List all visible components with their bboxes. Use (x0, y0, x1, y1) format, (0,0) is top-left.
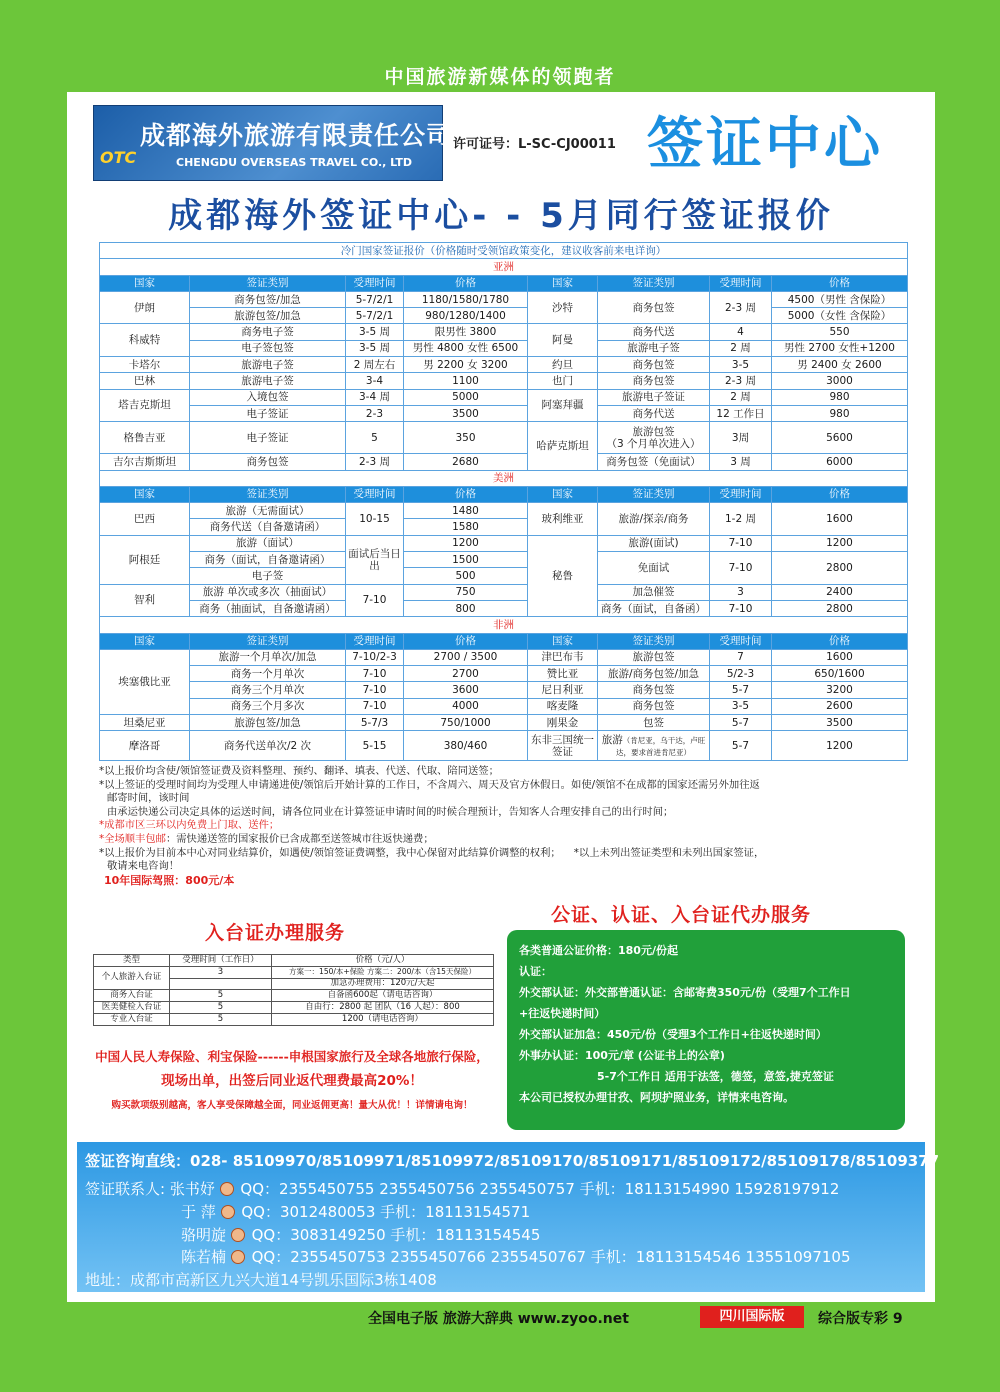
table-cell: 商务三个月单次 (190, 682, 346, 698)
table-cell: 1200 (772, 535, 908, 551)
country-cell: 伊朗 (100, 291, 190, 324)
table-cell: 限男性 3800 (404, 324, 528, 340)
header-cell: 价格 (404, 275, 528, 291)
header-cell: 受理时间 (346, 275, 404, 291)
table-cell: 男性 4800 女性 6500 (404, 340, 528, 356)
country-cell: 赞比亚 (528, 666, 598, 682)
header (67, 92, 935, 192)
insurance-promo (87, 1047, 497, 1111)
table-cell: 5/2-3 (710, 666, 772, 682)
header-cell: 签证类别 (190, 633, 346, 649)
table-cell: 3周 (710, 422, 772, 454)
notes (99, 765, 907, 887)
header-cell: 受理时间 (710, 633, 772, 649)
table-cell: 3200 (772, 682, 908, 698)
table-cell (598, 731, 710, 761)
country-cell: 摩洛哥 (100, 731, 190, 761)
header-cell: 国家 (528, 633, 598, 649)
note-line: *成都市区三环以内免费上门取、送件； (99, 819, 280, 832)
notary-box (507, 930, 905, 1130)
header-cell: 签证类别 (598, 275, 710, 291)
table-cell: 7-10/2-3 (346, 649, 404, 665)
license-number: 许可证号：L-SC-CJ00011 (453, 137, 616, 152)
header-cell: 受理时间 (710, 275, 772, 291)
table-cell: 旅游（无需面试） (190, 503, 346, 519)
table-cell: 2700 / 3500 (404, 649, 528, 665)
table-cell: 旅游/探亲/商务 (598, 503, 710, 536)
logo-mark: OTC (100, 148, 137, 167)
country-cell: 喀麦隆 (528, 698, 598, 714)
table-cell: 旅游电子签 (598, 340, 710, 356)
table-cell: 3 (170, 966, 272, 978)
table-cell (170, 978, 272, 990)
country-cell: 也门 (528, 373, 598, 389)
footer-text: 全国电子版 旅游大辞典 www.zyoo.net (368, 1311, 629, 1327)
country-cell: 吉尔吉斯斯坦 (100, 454, 190, 470)
table-cell: 7-10 (346, 698, 404, 714)
table-row (100, 454, 908, 470)
header-cell: 受理时间 (346, 486, 404, 502)
notary-line: 外事办认证：100元/章 (公证书上的公章) (519, 1049, 725, 1062)
table-cell: 7-10 (710, 535, 772, 551)
table-cell: 商务包签 (598, 357, 710, 373)
table-cell: 650/1600 (772, 666, 908, 682)
table-cell: 商务包签 (598, 698, 710, 714)
insurance-line: 现场出单，出签后同业返代理费最高20%！ (161, 1073, 423, 1089)
header-cell: 国家 (528, 275, 598, 291)
table-cell: 7-10 (346, 666, 404, 682)
table-cell: 10-15 (346, 503, 404, 536)
table-cell: 2600 (772, 698, 908, 714)
table-cell: 旅游一个月单次/加急 (190, 649, 346, 665)
header-cell: 国家 (100, 486, 190, 502)
table-cell: 1-2 周 (710, 503, 772, 536)
table-row (94, 1002, 494, 1014)
table-cell: 380/460 (404, 731, 528, 761)
country-cell: 巴林 (100, 373, 190, 389)
company-name-en: CHENGDU OVERSEAS TRAVEL CO., LTD (176, 156, 412, 169)
country-cell: 尼日利亚 (528, 682, 598, 698)
table-cell: 3500 (404, 405, 528, 421)
table-cell: 商务（面试，自备函） (598, 600, 710, 616)
table-row (100, 308, 908, 324)
country-cell: 哈萨克斯坦 (528, 422, 598, 470)
table-cell: 3-5 (710, 357, 772, 373)
table-cell: 入境包签 (190, 389, 346, 405)
table-cell: 1200 (404, 535, 528, 551)
table-row (94, 1013, 494, 1025)
contact-row (181, 1201, 530, 1222)
header-cell: 签证类别 (598, 486, 710, 502)
country-cell: 秘鲁 (528, 535, 598, 616)
table-cell: 5000（女性 含保险） (772, 308, 908, 324)
table-cell: 3 (710, 584, 772, 600)
table-cell: 旅游(面试) (598, 535, 710, 551)
table-cell: 5-7/2/1 (346, 291, 404, 307)
table-cell: 旅游（面试） (190, 535, 346, 551)
table-row (100, 584, 908, 600)
header-cell: 受理时间（工作日） (170, 955, 272, 967)
table-cell: 3 周 (710, 454, 772, 470)
table-cell: 男 2200 女 3200 (404, 357, 528, 373)
table-cell: 5 (170, 1002, 272, 1014)
visa-center-title: 签证中心 (647, 112, 883, 177)
table-cell: 2-3 (346, 405, 404, 421)
contact-name: 陈若楠 (181, 1248, 227, 1266)
table-row (100, 389, 908, 405)
note-line (99, 833, 907, 847)
country-cell: 塔吉克斯坦 (100, 389, 190, 422)
country-cell: 津巴布韦 (528, 649, 598, 665)
insurance-line: 购买款项级别越高，客人享受保障越全面，同业返佣更高！量大从优！！详情请电询！ (111, 1100, 473, 1111)
type-note: （肯尼亚，乌干达，卢旺达，要求首进肯尼亚） (616, 735, 706, 757)
table-cell: 2800 (772, 552, 908, 585)
page-title: 成都海外签证中心- - 5月同行签证报价 (168, 196, 834, 236)
address: 地址：成都市高新区九兴大道14号凯乐国际3栋1408 (85, 1271, 437, 1289)
table-cell: 1200（请电话咨询） (272, 1013, 494, 1025)
table-cell: 旅游/商务包签/加急 (598, 666, 710, 682)
table-cell: 1100 (404, 373, 528, 389)
avatar-icon (221, 1205, 235, 1219)
country-cell: 阿根廷 (100, 535, 190, 584)
table-cell: 加急办理费用：120元/天起 (272, 978, 494, 990)
avatar-icon (231, 1250, 245, 1264)
note-text: *以上未列出签证类型和未列出国家签证， (573, 846, 765, 859)
country-cell: 阿塞拜疆 (528, 389, 598, 422)
note-highlight: *全场顺丰包邮 (99, 832, 166, 845)
contact-row (181, 1246, 851, 1267)
country-cell: 沙特 (528, 291, 598, 324)
type-text: 旅游 (601, 733, 623, 746)
table-cell: 包签 (598, 715, 710, 731)
table-cell: 2800 (772, 600, 908, 616)
table-cell: 加急催签 (598, 584, 710, 600)
table-cell: 4 (710, 324, 772, 340)
table-row (100, 649, 908, 665)
contact-name: 张书妤 (169, 1180, 215, 1198)
country-cell: 格鲁吉亚 (100, 422, 190, 454)
contact-name: 骆明旋 (181, 1226, 227, 1244)
table-cell: 1580 (404, 519, 528, 535)
note-line: *以上签证的受理时间均为受理人申请递进使/领馆后开始计算的工作日，不含周六、周天及官方休假日。如使/领馆不在成都的国家还需另外加往返 (99, 778, 760, 791)
table-cell: 自备函600起（请电话咨询） (272, 990, 494, 1002)
table-cell: 5000 (404, 389, 528, 405)
table-row (100, 731, 908, 761)
header-cell: 国家 (528, 486, 598, 502)
table-cell: 电子签 (190, 568, 346, 584)
header-cell: 国家 (100, 633, 190, 649)
table-cell: 旅游包签 (598, 649, 710, 665)
notary-line: 本公司已授权办理甘孜、阿坝护照业务，详情来电咨询。 (519, 1091, 794, 1104)
table-cell: 商务包签 (598, 682, 710, 698)
table-cell: 550 (772, 324, 908, 340)
company-logo (93, 105, 453, 181)
table-cell: 2400 (772, 584, 908, 600)
table-cell: 980 (772, 389, 908, 405)
table-cell: 旅游包签/加急 (190, 715, 346, 731)
notary-line: 各类普通公证价格：180元/份起 (519, 944, 678, 957)
table-cell: 7 (710, 649, 772, 665)
table-cell: 商务一个月单次 (190, 666, 346, 682)
table-cell: 4500（男性 含保险） (772, 291, 908, 307)
note-line: 敬请来电咨询！ (107, 860, 180, 873)
country-cell: 刚果金 (528, 715, 598, 731)
header-cell: 类型 (94, 955, 170, 967)
table-cell: 5-7/3 (346, 715, 404, 731)
table-cell: 5-7 (710, 715, 772, 731)
table-cell: 旅游电子签 (190, 357, 346, 373)
table-cell: 1600 (772, 503, 908, 536)
avatar-icon (220, 1182, 234, 1196)
table-row (100, 373, 908, 389)
table-cell: 商务代送单次/2 次 (190, 731, 346, 761)
table-row (100, 405, 908, 421)
table-cell: 商务代送（自备邀请函） (190, 519, 346, 535)
country-cell: 阿曼 (528, 324, 598, 357)
table-row (100, 715, 908, 731)
header-cell: 受理时间 (346, 633, 404, 649)
contact-row (85, 1178, 839, 1199)
table-cell: 5-7/2/1 (346, 308, 404, 324)
top-slogan: 中国旅游新媒体的领跑者 (384, 66, 616, 88)
header-cell: 签证类别 (190, 486, 346, 502)
table-row (100, 600, 908, 616)
header-cell: 签证类别 (190, 275, 346, 291)
note-line (99, 847, 907, 861)
table-row (100, 666, 908, 682)
table-cell: 免面试 (598, 552, 710, 585)
table-cell: 3-5 (710, 698, 772, 714)
table-cell: 5-7 (710, 731, 772, 761)
table-cell: 1500 (404, 552, 528, 568)
table-cell: 3-4 周 (346, 389, 404, 405)
table-cell: 男性 2700 女性+1200 (772, 340, 908, 356)
table-cell: 电子签证 (190, 422, 346, 454)
table-cell: 电子签证 (190, 405, 346, 421)
notary-line: 外交部认证加急：450元/份（受理3个工作日+往返快递时间） (519, 1028, 827, 1041)
table-row (100, 291, 908, 307)
contact-label: 签证联系人: (85, 1180, 166, 1198)
contact-info: QQ：2355450753 2355450766 2355450767 手机：18113154546 13551097105 (251, 1248, 851, 1266)
footer-badge: 四川国际版 (700, 1306, 804, 1328)
table-cell: 5600 (772, 422, 908, 454)
table-cell: 3-5 周 (346, 340, 404, 356)
contact-info: QQ：2355450755 2355450756 2355450757 手机：18113154990 15928197912 (240, 1180, 840, 1198)
table-cell: 商务包签 (190, 454, 346, 470)
insurance-line: 中国人民人寿保险、利宝保险------申根国家旅行及全球各地旅行保险， (95, 1049, 489, 1064)
table-cell: 6000 (772, 454, 908, 470)
table-cell: 2680 (404, 454, 528, 470)
table-cell: 2 周左右 (346, 357, 404, 373)
table-row (100, 340, 908, 356)
table-row (100, 422, 908, 454)
note-text: ：需快递送签的国家报价已含成都至送签城市往返快递费； (165, 832, 434, 845)
country-cell: 约旦 (528, 357, 598, 373)
table-row (100, 552, 908, 568)
country-cell: 卡塔尔 (100, 357, 190, 373)
table-cell: 商务入台证 (94, 990, 170, 1002)
contact-row (181, 1224, 540, 1245)
table-cell: 1480 (404, 503, 528, 519)
driver-license-note: 10年国际驾照：800元/本 (104, 873, 235, 887)
table-cell: 3600 (404, 682, 528, 698)
table-row (100, 357, 908, 373)
table-cell: 5 (170, 990, 272, 1002)
table-row (100, 535, 908, 551)
table-cell: 2 周 (710, 340, 772, 356)
table-row (94, 990, 494, 1002)
entry-permit-table (93, 954, 493, 1026)
header-cell: 价格 (772, 275, 908, 291)
table-cell: 2-3 周 (710, 373, 772, 389)
table-cell: 5-15 (346, 731, 404, 761)
table-caption: 冷门国家签证报价（价格随时受领馆政策变化，建议收客前来电详询） (100, 243, 908, 259)
table-cell: 旅游电子签 (190, 373, 346, 389)
country-cell: 埃塞俄比亚 (100, 649, 190, 714)
header-cell: 价格 (404, 633, 528, 649)
table-row (94, 966, 494, 978)
table-cell: 商务（抽面试，自备邀请函） (190, 600, 346, 616)
table-cell: 商务代送 (598, 324, 710, 340)
table-cell: 3-4 (346, 373, 404, 389)
region-asia: 亚洲 (100, 259, 908, 275)
table-cell: 面试后当日出 (346, 535, 404, 584)
header-cell: 价格（元/人） (272, 955, 494, 967)
country-cell: 智利 (100, 584, 190, 617)
table-cell: 电子签包签 (190, 340, 346, 356)
table-cell: 750 (404, 584, 528, 600)
table-cell: 医美健检入台证 (94, 1002, 170, 1014)
table-cell: 800 (404, 600, 528, 616)
table-cell: 商务电子签 (190, 324, 346, 340)
table-cell: 自由行：2800 起 团队（16 人起）：800 (272, 1002, 494, 1014)
table-cell: 750/1000 (404, 715, 528, 731)
contact-panel (77, 1142, 940, 1292)
contact-info: QQ：3083149250 手机：18113154545 (251, 1226, 541, 1244)
table-cell: 商务包签（免面试） (598, 454, 710, 470)
table-cell: 1600 (772, 649, 908, 665)
table-cell: 7-10 (710, 552, 772, 585)
table-cell: 商务（面试，自备邀请函） (190, 552, 346, 568)
table-cell: 1180/1580/1780 (404, 291, 528, 307)
table-row (100, 698, 908, 714)
hotline: 签证咨询直线：028- 85109970/85109971/85109972/85109170/85109171/85109172/85109178/85109377 (85, 1152, 940, 1170)
header-cell: 价格 (772, 633, 908, 649)
table-row (100, 682, 908, 698)
region-africa: 非洲 (100, 617, 908, 633)
table-cell: 商务包签 (598, 373, 710, 389)
table-cell: 个人旅游入台证 (94, 966, 170, 990)
table-cell: 12 工作日 (710, 405, 772, 421)
notary-line: 认证： (519, 965, 552, 978)
header-cell: 签证类别 (598, 633, 710, 649)
notary-line: 外交部认证：外交部普通认证：含邮寄费350元/份（受理7个工作日 (519, 986, 851, 999)
contact-info: QQ：3012480053 手机：18113154571 (241, 1203, 531, 1221)
country-cell: 科威特 (100, 324, 190, 357)
table-cell: 2-3 周 (710, 291, 772, 324)
note-text: *以上报价为目前本中心对同业结算价，如遇使/领馆签证费调整，我中心保留对此结算价调整的权利； (99, 846, 561, 859)
page-sheet (67, 92, 940, 1302)
table-cell: 7-10 (346, 682, 404, 698)
table-cell: 350 (404, 422, 528, 454)
table-cell: 980 (772, 405, 908, 421)
note-line: 邮寄时间，该时间 (107, 792, 190, 805)
country-cell: 东非三国统一签证 (528, 731, 598, 761)
footer-page: 综合版专彩 9 (818, 1311, 903, 1327)
table-cell: 旅游包签/加急 (190, 308, 346, 324)
table-row (100, 324, 908, 340)
table-cell: 旅游包签 （3 个月单次进入） (598, 422, 710, 454)
table-cell: 旅游 单次或多次（抽面试） (190, 584, 346, 600)
contact-name: 于 萍 (181, 1203, 216, 1221)
region-america: 美洲 (100, 470, 908, 486)
table-cell: 5-7 (710, 682, 772, 698)
country-cell: 坦桑尼亚 (100, 715, 190, 731)
table-cell: 2-3 周 (346, 454, 404, 470)
table-cell: 商务包签 (598, 291, 710, 324)
header-cell: 国家 (100, 275, 190, 291)
table-cell: 3500 (772, 715, 908, 731)
table-cell: 7-10 (710, 600, 772, 616)
table-cell: 5 (346, 422, 404, 454)
company-name-cn: 成都海外旅游有限责任公司 (140, 121, 453, 150)
table-cell: 商务代送 (598, 405, 710, 421)
table-cell: 500 (404, 568, 528, 584)
avatar-icon (231, 1228, 245, 1242)
table-cell: 5 (170, 1013, 272, 1025)
table-cell: 商务包签/加急 (190, 291, 346, 307)
notary-title: 公证、认证、入台证代办服务 (551, 904, 812, 926)
entry-permit-title: 入台证办理服务 (205, 922, 346, 944)
table-cell: 2 周 (710, 389, 772, 405)
header-cell: 价格 (772, 486, 908, 502)
notary-line: 5-7个工作日 适用于法签，德签，意签,捷克签证 (597, 1070, 834, 1083)
header-cell: 受理时间 (710, 486, 772, 502)
table-cell: 男 2400 女 2600 (772, 357, 908, 373)
table-cell: 4000 (404, 698, 528, 714)
table-cell: 980/1280/1400 (404, 308, 528, 324)
table-cell: 2700 (404, 666, 528, 682)
table-cell: 商务三个月多次 (190, 698, 346, 714)
table-cell: 方案一：150/本+保险 方案二：200/本（含15天保险） (272, 966, 494, 978)
country-cell: 巴西 (100, 503, 190, 536)
notary-line: +往返快递时间） (519, 1007, 606, 1020)
country-cell: 玻利维亚 (528, 503, 598, 536)
note-line: 由承运快递公司决定具体的运送时间，请各位同业在计算签证申请时间的时候合理预计，告知客人合理安排自己的出行时间； (107, 805, 674, 818)
table-cell: 3-5 周 (346, 324, 404, 340)
table-cell: 旅游电子签证 (598, 389, 710, 405)
header-cell: 价格 (404, 486, 528, 502)
table-cell: 1200 (772, 731, 908, 761)
note-line: *以上报价均含使/领馆签证费及资料整理、预约、翻译、填表、代送、代取、陪同送签； (99, 765, 499, 777)
price-table (99, 242, 907, 761)
table-cell: 专业入台证 (94, 1013, 170, 1025)
table-cell: 7-10 (346, 584, 404, 617)
table-row (100, 503, 908, 519)
table-cell: 3000 (772, 373, 908, 389)
